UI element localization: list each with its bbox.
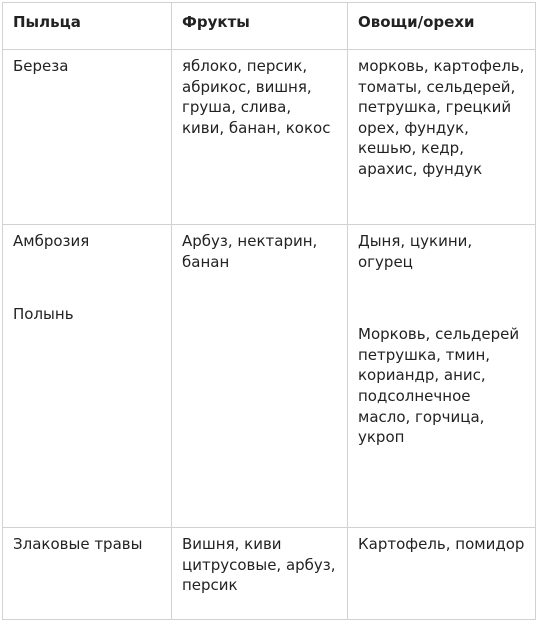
pollen-label: Злаковые травы	[13, 535, 143, 553]
fruits-list: Вишня, киви цитрусовые, арбуз, персик	[182, 535, 336, 595]
vegetables-list: Дыня, цукини, огурец	[358, 232, 473, 271]
vegetables-list: морковь, картофель, томаты, сельдерей, петрушка, грецкий орех, фундук, кешью, кедр, арахис, фундук	[358, 57, 525, 178]
pollen-food-table	[2, 2, 536, 620]
vegetables-list: Картофель, помидор	[358, 535, 525, 553]
table-row	[3, 50, 536, 225]
table-header-row	[3, 3, 536, 50]
pollen-label: Береза	[13, 57, 69, 75]
fruits-list: яблоко, персик, абрикос, вишня, груша, слива, киви, банан, кокос	[182, 57, 331, 137]
header-pollen: Пыльца	[3, 3, 172, 50]
table-row	[3, 225, 536, 528]
pollen-label: Амброзия	[13, 232, 90, 250]
table-cell-pollen	[3, 50, 172, 225]
table-cell-fruits	[172, 528, 348, 620]
vegetables-list-secondary: Морковь, сельдерей петрушка, тмин, кориандр, анис, подсолнечное масло, горчица, укроп	[358, 325, 520, 447]
fruits-list: Арбуз, нектарин, банан	[182, 232, 318, 271]
table-cell-fruits	[172, 50, 348, 225]
header-vegetables-nuts: Овощи/орехи	[348, 3, 536, 50]
table-cell-vegetables	[348, 225, 536, 528]
pollen-label-secondary: Полынь	[13, 304, 74, 323]
table-row	[3, 528, 536, 620]
table-cell-pollen	[3, 225, 172, 528]
table-cell-vegetables	[348, 50, 536, 225]
table-cell-vegetables	[348, 528, 536, 620]
table-cell-fruits	[172, 225, 348, 528]
table-cell-pollen	[3, 528, 172, 620]
header-fruits: Фрукты	[172, 3, 348, 50]
